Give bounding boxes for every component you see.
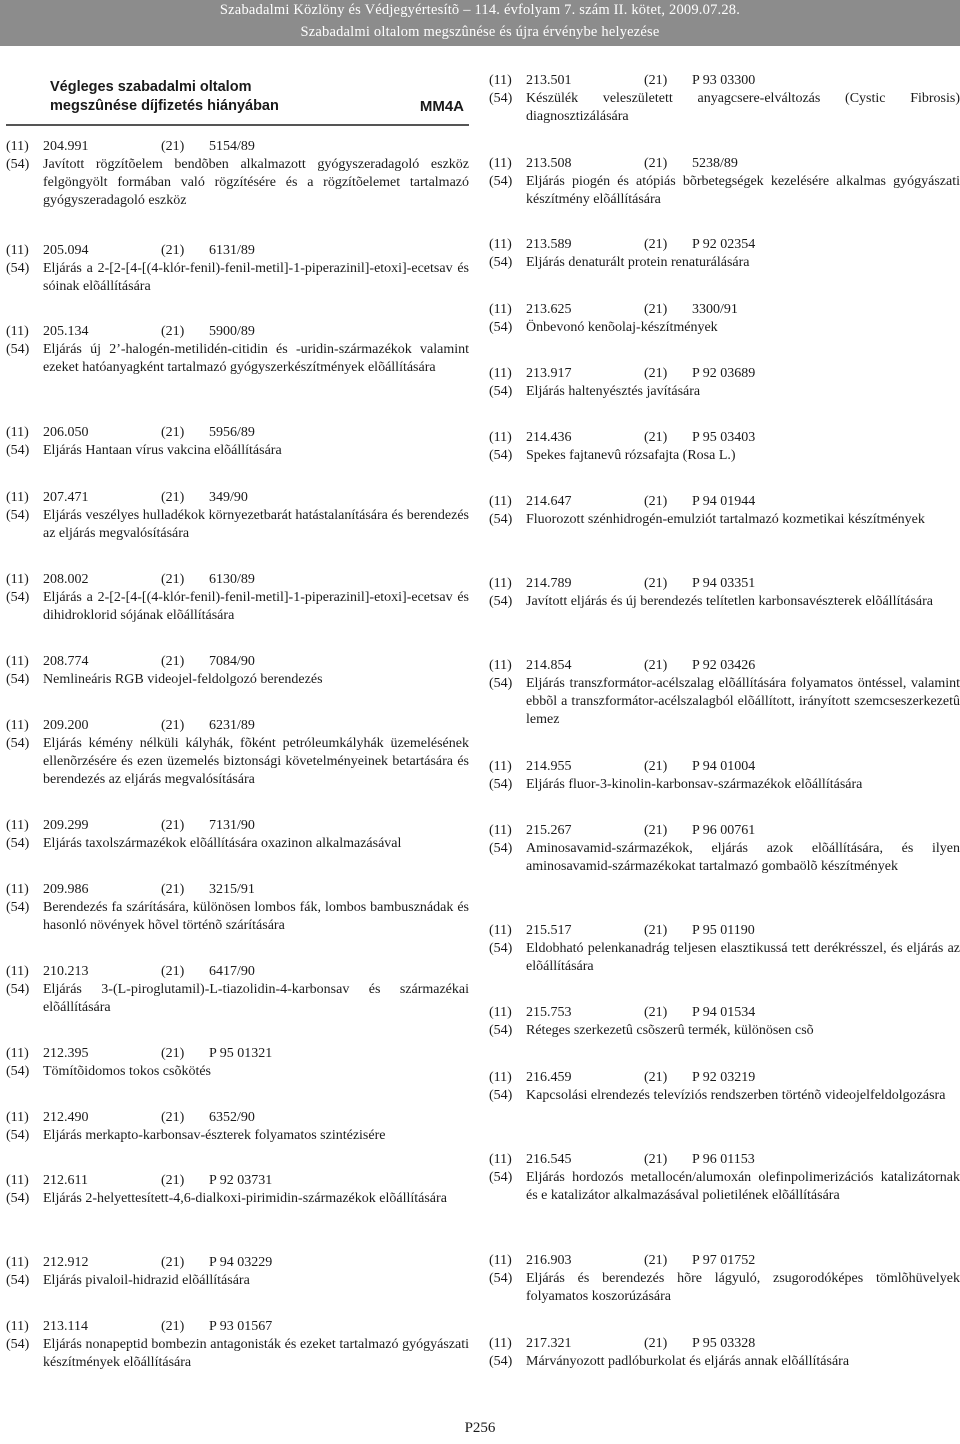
section-heading bbox=[50, 78, 464, 116]
patent-number: 212.912 bbox=[43, 1255, 89, 1270]
title-code: (54) bbox=[489, 255, 513, 270]
patent-title: Eljárás Hantaan vírus vakcina elõállítására bbox=[43, 443, 282, 458]
number-code: (11) bbox=[489, 156, 512, 171]
filing-code: (21) bbox=[644, 494, 668, 509]
filing-number: P 94 01534 bbox=[692, 1005, 756, 1020]
filing-number: P 97 01752 bbox=[692, 1253, 756, 1268]
filing-code: (21) bbox=[161, 1110, 185, 1125]
patent-title: Eljárás pivaloil-hidrazid elõállítására bbox=[43, 1273, 250, 1288]
filing-code: (21) bbox=[644, 302, 668, 317]
number-code: (11) bbox=[489, 366, 512, 381]
number-code: (11) bbox=[489, 430, 512, 445]
patent-title: Eljárás haltenyésztés javítására bbox=[526, 384, 701, 399]
number-code: (11) bbox=[6, 139, 29, 154]
title-code: (54) bbox=[489, 1271, 513, 1286]
filing-code: (21) bbox=[161, 425, 185, 440]
number-code: (11) bbox=[6, 1255, 29, 1270]
number-code: (11) bbox=[6, 1319, 29, 1334]
title-code: (54) bbox=[6, 508, 30, 523]
number-code: (11) bbox=[6, 1110, 29, 1125]
filing-number: P 92 03219 bbox=[692, 1070, 756, 1085]
patent-title: Eljárás piogén és atópiás bõrbetegségek kezelésére alkalmas gyógyászati készítmény elõállítására bbox=[526, 174, 960, 207]
patent-title: Eldobható pelenkanadrág teljesen elasztikussá tett derékrésszel, és eljárás az elõállítására bbox=[526, 941, 960, 974]
filing-number: 6417/90 bbox=[209, 964, 255, 979]
filing-code: (21) bbox=[644, 759, 668, 774]
filing-code: (21) bbox=[644, 823, 668, 838]
filing-number: P 93 03300 bbox=[692, 73, 756, 88]
patent-title: Eljárás 3-(L-piroglutamil)-L-tiazolidin-4-karbonsav és származékai elõállítására bbox=[43, 982, 469, 1015]
filing-code: (21) bbox=[161, 572, 185, 587]
page-header bbox=[0, 0, 960, 46]
patent-number: 213.508 bbox=[526, 156, 572, 171]
patent-number: 215.267 bbox=[526, 823, 572, 838]
patent-entry bbox=[6, 1254, 469, 1290]
patent-number: 208.774 bbox=[43, 654, 89, 669]
number-code: (11) bbox=[6, 818, 29, 833]
title-code: (54) bbox=[6, 443, 30, 458]
number-code: (11) bbox=[6, 964, 29, 979]
patent-entry bbox=[489, 1004, 960, 1040]
patent-title: Eljárás veszélyes hulladékok környezetbarát hatástalanítására és berendezés az eljárás megvalósítására bbox=[43, 508, 469, 541]
patent-number: 213.917 bbox=[526, 366, 572, 381]
patent-number: 212.490 bbox=[43, 1110, 89, 1125]
filing-code: (21) bbox=[644, 658, 668, 673]
filing-number: P 94 03351 bbox=[692, 576, 756, 591]
patent-number: 207.471 bbox=[43, 490, 89, 505]
patent-number: 212.611 bbox=[43, 1173, 88, 1188]
title-code: (54) bbox=[6, 900, 30, 915]
patent-title: Eljárás hordozós metallocén/alumoxán olefinpolimerizációs katalizátornak és e katalizátor alkalmazásával polietilének elõállítására bbox=[526, 1170, 960, 1203]
number-code: (11) bbox=[489, 923, 512, 938]
patent-title: Eljárás a 2-[2-[4-[(4-klór-fenil)-fenil-metil]-1-piperazinil]-etoxi]-ecetsav és dihidroklorid sójának elõállítására bbox=[43, 590, 469, 623]
filing-code: (21) bbox=[644, 1152, 668, 1167]
patent-entry bbox=[489, 758, 960, 794]
patent-number: 214.854 bbox=[526, 658, 572, 673]
title-code: (54) bbox=[6, 836, 30, 851]
title-code: (54) bbox=[489, 676, 513, 691]
patent-entry bbox=[6, 653, 469, 689]
number-code: (11) bbox=[6, 425, 29, 440]
patent-number: 205.134 bbox=[43, 324, 89, 339]
patent-title: Javított eljárás és új berendezés telítetlen karbonsavészterek elõállítására bbox=[526, 594, 933, 609]
patent-title: Készülék veleszületett anyagcsere-elváltozás (Cystic Fibrosis) diagnosztizálására bbox=[526, 91, 960, 124]
title-code: (54) bbox=[489, 841, 513, 856]
filing-number: P 94 01004 bbox=[692, 759, 756, 774]
patent-title: Eljárás merkapto-karbonsav-észterek folyamatos szintézisére bbox=[43, 1128, 386, 1143]
title-code: (54) bbox=[6, 1337, 30, 1352]
filing-code: (21) bbox=[161, 718, 185, 733]
section-divider bbox=[6, 124, 469, 126]
patent-number: 214.955 bbox=[526, 759, 572, 774]
chapter-title: Szabadalmi oltalom megszûnése és újra érvénybe helyezése bbox=[300, 24, 660, 40]
filing-code: (21) bbox=[644, 73, 668, 88]
filing-code: (21) bbox=[644, 430, 668, 445]
title-code: (54) bbox=[489, 1088, 513, 1103]
patent-number: 209.986 bbox=[43, 882, 89, 897]
patent-entry bbox=[489, 429, 960, 465]
patent-title: Eljárás transzformátor-acélszalag elõállítására folyamatos öntéssel, valamint ebbõl a transzformátor-acélszalagból elõállított, irányított szemcseszerkezetû lemez bbox=[526, 676, 960, 727]
patent-entry bbox=[489, 1151, 960, 1205]
section-title-line2: megszûnése díjfizetés hiányában bbox=[50, 98, 279, 114]
patent-title: Eljárás 2-helyettesített-4,6-dialkoxi-pirimidin-származékok elõállítására bbox=[43, 1191, 447, 1206]
journal-title: Szabadalmi Közlöny és Védjegyértesítõ – 114. évfolyam 7. szám II. kötet, 2009.07.28. bbox=[219, 2, 741, 18]
patent-title: Eljárás fluor-3-kinolin-karbonsav-származékok elõállítására bbox=[526, 777, 863, 792]
patent-number: 216.903 bbox=[526, 1253, 572, 1268]
title-code: (54) bbox=[6, 672, 30, 687]
filing-number: 6231/89 bbox=[209, 718, 255, 733]
patent-number: 216.545 bbox=[526, 1152, 572, 1167]
number-code: (11) bbox=[6, 1046, 29, 1061]
filing-code: (21) bbox=[644, 1005, 668, 1020]
title-code: (54) bbox=[6, 1128, 30, 1143]
patent-number: 214.436 bbox=[526, 430, 572, 445]
number-code: (11) bbox=[489, 658, 512, 673]
filing-number: 6131/89 bbox=[209, 243, 255, 258]
patent-number: 215.517 bbox=[526, 923, 572, 938]
patent-entry bbox=[6, 1045, 469, 1081]
section-code: MM4A bbox=[419, 98, 464, 115]
patent-title: Tömítõidomos tokos csõkötés bbox=[43, 1064, 211, 1079]
filing-number: 3215/91 bbox=[209, 882, 255, 897]
title-code: (54) bbox=[489, 1170, 513, 1185]
title-code: (54) bbox=[6, 1191, 30, 1206]
patent-entry bbox=[6, 242, 469, 296]
patent-number: 210.213 bbox=[43, 964, 89, 979]
filing-code: (21) bbox=[161, 882, 185, 897]
patent-title: Berendezés fa szárítására, különösen lombos fák, lombos bambusznádak és hasonló növények hõvel történõ szárítására bbox=[43, 900, 469, 933]
filing-code: (21) bbox=[161, 1173, 185, 1188]
number-code: (11) bbox=[6, 572, 29, 587]
patent-title: Eljárás nonapeptid bombezin antagonisták és ezeket tartalmazó gyógyászati készítmények elõállítására bbox=[43, 1337, 469, 1370]
filing-code: (21) bbox=[161, 654, 185, 669]
title-code: (54) bbox=[489, 91, 513, 106]
patent-title: Eljárás a 2-[2-[4-[(4-klór-fenil)-fenil-metil]-1-piperazinil]-etoxi]-ecetsav és sóinak elõállítására bbox=[43, 261, 469, 294]
patent-title: Javított rögzítõelem bendõben alkalmazott gyógyszeradagoló eszköz felgöngyölt formában való rögzítésére és a rögzítõelemet tartalmazó gyógyszeradagoló eszköz bbox=[43, 157, 469, 208]
title-code: (54) bbox=[489, 174, 513, 189]
patent-number: 216.459 bbox=[526, 1070, 572, 1085]
filing-number: 5900/89 bbox=[209, 324, 255, 339]
patent-entry bbox=[6, 323, 469, 377]
filing-number: 6130/89 bbox=[209, 572, 255, 587]
filing-code: (21) bbox=[161, 1319, 185, 1334]
patent-entry bbox=[489, 922, 960, 976]
filing-number: P 95 03403 bbox=[692, 430, 756, 445]
title-code: (54) bbox=[489, 594, 513, 609]
patent-entry bbox=[6, 424, 469, 460]
filing-number: P 96 01153 bbox=[692, 1152, 755, 1167]
number-code: (11) bbox=[489, 237, 512, 252]
filing-number: P 93 01567 bbox=[209, 1319, 273, 1334]
patent-title: Aminosavamid-származékok, eljárás azok elõállítására, és ilyen aminosavamid-származékokat tartalmazó gombaölõ készítmények bbox=[526, 841, 960, 874]
number-code: (11) bbox=[6, 324, 29, 339]
title-code: (54) bbox=[6, 590, 30, 605]
patent-title: Eljárás és berendezés hõre lágyuló, zsugorodóképes tömlõhüvelyek folyamatos koszorúzására bbox=[526, 1271, 960, 1304]
filing-code: (21) bbox=[644, 1253, 668, 1268]
patent-title: Eljárás denaturált protein renaturálására bbox=[526, 255, 750, 270]
patent-title: Nemlineáris RGB videojel-feldolgozó berendezés bbox=[43, 672, 323, 687]
patent-title: Fluorozott szénhidrogén-emulziót tartalmazó kozmetikai készítmények bbox=[526, 512, 925, 527]
patent-entry bbox=[489, 155, 960, 209]
number-code: (11) bbox=[489, 1253, 512, 1268]
patent-title: Spekes fajtanevû rózsafajta (Rosa L.) bbox=[526, 448, 736, 463]
patent-number: 209.299 bbox=[43, 818, 89, 833]
filing-number: 5154/89 bbox=[209, 139, 255, 154]
patent-entry bbox=[6, 138, 469, 210]
patent-entry bbox=[6, 1109, 469, 1145]
filing-code: (21) bbox=[161, 243, 185, 258]
filing-code: (21) bbox=[161, 1046, 185, 1061]
patent-entry bbox=[489, 301, 960, 337]
title-code: (54) bbox=[489, 1354, 513, 1369]
patent-number: 213.625 bbox=[526, 302, 572, 317]
filing-code: (21) bbox=[161, 818, 185, 833]
patent-number: 213.501 bbox=[526, 73, 572, 88]
filing-number: P 92 03689 bbox=[692, 366, 756, 381]
title-code: (54) bbox=[6, 1273, 30, 1288]
patent-entry bbox=[6, 1318, 469, 1372]
number-code: (11) bbox=[489, 73, 512, 88]
patent-entry bbox=[6, 963, 469, 1017]
patent-entry bbox=[489, 493, 960, 529]
number-code: (11) bbox=[489, 1152, 512, 1167]
patent-title: Kapcsolási elrendezés televíziós rendszerben történõ videojelfeldolgozásra bbox=[526, 1088, 946, 1103]
number-code: (11) bbox=[489, 823, 512, 838]
patent-entry bbox=[489, 1252, 960, 1306]
patent-number: 205.094 bbox=[43, 243, 89, 258]
patent-number: 213.589 bbox=[526, 237, 572, 252]
patent-number: 209.200 bbox=[43, 718, 89, 733]
patent-entry bbox=[489, 575, 960, 611]
filing-number: 349/90 bbox=[209, 490, 248, 505]
filing-number: P 92 03426 bbox=[692, 658, 756, 673]
number-code: (11) bbox=[489, 759, 512, 774]
section-title-line1: Végleges szabadalmi oltalom bbox=[50, 79, 252, 95]
patent-title: Márványozott padlóburkolat és eljárás annak elõállítására bbox=[526, 1354, 850, 1369]
filing-code: (21) bbox=[161, 1255, 185, 1270]
filing-number: 5956/89 bbox=[209, 425, 255, 440]
number-code: (11) bbox=[6, 654, 29, 669]
patent-number: 213.114 bbox=[43, 1319, 88, 1334]
number-code: (11) bbox=[489, 1336, 512, 1351]
patent-title: Önbevonó kenõolaj-készítmények bbox=[526, 320, 718, 335]
patent-number: 215.753 bbox=[526, 1005, 572, 1020]
patent-entry bbox=[489, 365, 960, 401]
number-code: (11) bbox=[489, 302, 512, 317]
filing-code: (21) bbox=[644, 1336, 668, 1351]
patent-number: 214.789 bbox=[526, 576, 572, 591]
patent-entry bbox=[489, 1335, 960, 1371]
patent-title: Eljárás új 2’-halogén-metilidén-citidin és -uridin-származékok valamint ezeket hatóanyagként tartalmazó gyógyszerkészítmények elõállítására bbox=[43, 342, 469, 375]
patent-title: Réteges szerkezetû csõszerû termék, különösen csõ bbox=[526, 1023, 814, 1038]
title-code: (54) bbox=[489, 384, 513, 399]
title-code: (54) bbox=[489, 777, 513, 792]
title-code: (54) bbox=[6, 982, 30, 997]
patent-entry bbox=[489, 822, 960, 876]
patent-number: 204.991 bbox=[43, 139, 89, 154]
patent-entry bbox=[489, 657, 960, 729]
number-code: (11) bbox=[489, 1005, 512, 1020]
patent-number: 208.002 bbox=[43, 572, 89, 587]
page-number: P256 bbox=[464, 1420, 496, 1436]
patent-title: Eljárás taxolszármazékok elõállítására oxazinon alkalmazásával bbox=[43, 836, 402, 851]
filing-number: P 95 01190 bbox=[692, 923, 755, 938]
title-code: (54) bbox=[489, 512, 513, 527]
filing-number: 6352/90 bbox=[209, 1110, 255, 1125]
filing-code: (21) bbox=[644, 923, 668, 938]
filing-code: (21) bbox=[161, 324, 185, 339]
number-code: (11) bbox=[489, 576, 512, 591]
patent-entry bbox=[489, 236, 960, 272]
filing-code: (21) bbox=[161, 490, 185, 505]
filing-number: P 95 03328 bbox=[692, 1336, 756, 1351]
filing-code: (21) bbox=[644, 576, 668, 591]
filing-code: (21) bbox=[644, 1070, 668, 1085]
filing-code: (21) bbox=[644, 156, 668, 171]
filing-code: (21) bbox=[644, 366, 668, 381]
patent-entry bbox=[6, 1172, 469, 1208]
filing-code: (21) bbox=[161, 139, 185, 154]
filing-number: 7084/90 bbox=[209, 654, 255, 669]
patent-number: 206.050 bbox=[43, 425, 89, 440]
filing-number: 7131/90 bbox=[209, 818, 255, 833]
filing-number: P 94 03229 bbox=[209, 1255, 273, 1270]
number-code: (11) bbox=[6, 882, 29, 897]
patent-entry bbox=[6, 817, 469, 853]
patent-entry bbox=[6, 881, 469, 935]
title-code: (54) bbox=[489, 320, 513, 335]
patent-entry bbox=[489, 1069, 960, 1105]
number-code: (11) bbox=[489, 494, 512, 509]
patent-number: 214.647 bbox=[526, 494, 572, 509]
title-code: (54) bbox=[489, 448, 513, 463]
filing-code: (21) bbox=[161, 964, 185, 979]
title-code: (54) bbox=[6, 342, 30, 357]
patent-number: 212.395 bbox=[43, 1046, 89, 1061]
title-code: (54) bbox=[6, 261, 30, 276]
patent-entry bbox=[6, 717, 469, 789]
number-code: (11) bbox=[6, 243, 29, 258]
number-code: (11) bbox=[6, 718, 29, 733]
title-code: (54) bbox=[6, 1064, 30, 1079]
filing-code: (21) bbox=[644, 237, 668, 252]
number-code: (11) bbox=[6, 490, 29, 505]
filing-number: P 94 01944 bbox=[692, 494, 756, 509]
title-code: (54) bbox=[6, 157, 30, 172]
patent-title: Eljárás kémény nélküli kályhák, fõként petróleumkályhák üzemelésének ellenõrzésére és ezen üzemelés biztonsági követelményeinek betartására és berendezés az eljárás megvalósítására bbox=[43, 736, 469, 787]
patent-entry bbox=[6, 571, 469, 625]
number-code: (11) bbox=[6, 1173, 29, 1188]
patent-entry bbox=[489, 72, 960, 126]
title-code: (54) bbox=[6, 736, 30, 751]
title-code: (54) bbox=[489, 941, 513, 956]
patent-number: 217.321 bbox=[526, 1336, 572, 1351]
title-code: (54) bbox=[489, 1023, 513, 1038]
filing-number: 3300/91 bbox=[692, 302, 738, 317]
number-code: (11) bbox=[489, 1070, 512, 1085]
filing-number: P 95 01321 bbox=[209, 1046, 273, 1061]
filing-number: 5238/89 bbox=[692, 156, 738, 171]
filing-number: P 92 03731 bbox=[209, 1173, 273, 1188]
patent-entry bbox=[6, 489, 469, 543]
filing-number: P 92 02354 bbox=[692, 237, 756, 252]
filing-number: P 96 00761 bbox=[692, 823, 756, 838]
